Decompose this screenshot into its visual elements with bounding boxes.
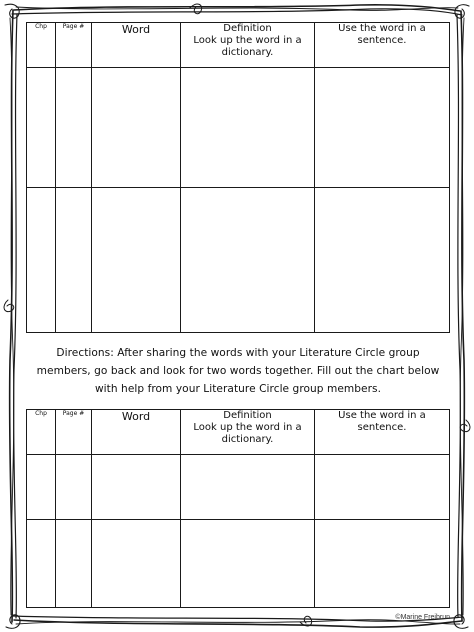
header-definition-line2: Look up the word in a xyxy=(193,35,302,46)
sentence-cell[interactable] xyxy=(315,188,450,333)
header-definition-line3: dictionary. xyxy=(221,434,274,445)
header-definition-line3: dictionary. xyxy=(221,47,274,58)
chp-cell[interactable] xyxy=(27,188,56,333)
page-cell[interactable] xyxy=(56,188,92,333)
entry-row xyxy=(27,520,450,608)
entry-row xyxy=(27,188,450,333)
directions-line3: with help from your Literature Circle group members. xyxy=(94,383,382,395)
header-use-in-sentence xyxy=(315,23,450,68)
sentence-cell[interactable] xyxy=(315,68,450,188)
chp-cell[interactable] xyxy=(27,520,56,608)
header-chp: Chp xyxy=(27,23,56,68)
word-cell[interactable] xyxy=(92,68,181,188)
header-definition xyxy=(181,23,315,68)
sentence-cell[interactable] xyxy=(315,455,450,520)
header-use-in-sentence xyxy=(315,410,450,455)
page-cell[interactable] xyxy=(56,455,92,520)
chp-cell[interactable] xyxy=(27,68,56,188)
header-page: Page # xyxy=(56,410,92,455)
vocabulary-table-top xyxy=(26,22,450,333)
header-page: Page # xyxy=(56,23,92,68)
header-row xyxy=(27,23,450,68)
word-cell[interactable] xyxy=(92,188,181,333)
header-definition-line1: Definition xyxy=(223,23,272,34)
sentence-cell[interactable] xyxy=(315,520,450,608)
directions-line1: Directions: After sharing the words with your Literature Circle group xyxy=(56,347,420,359)
header-definition-line1: Definition xyxy=(223,410,272,421)
copyright-credit: ©Marine Freibrun xyxy=(395,614,450,621)
chp-cell[interactable] xyxy=(27,455,56,520)
header-word: Word xyxy=(92,410,181,455)
page-cell[interactable] xyxy=(56,68,92,188)
header-row xyxy=(27,410,450,455)
header-use-line1: Use the word in a xyxy=(338,23,426,34)
definition-cell[interactable] xyxy=(181,188,315,333)
directions-line2: members, go back and look for two words together. Fill out the chart below xyxy=(36,365,440,377)
entry-row xyxy=(27,455,450,520)
definition-cell[interactable] xyxy=(181,68,315,188)
header-use-line2: sentence. xyxy=(357,422,407,433)
word-cell[interactable] xyxy=(92,455,181,520)
header-definition xyxy=(181,410,315,455)
header-use-line2: sentence. xyxy=(357,35,407,46)
page-cell[interactable] xyxy=(56,520,92,608)
word-cell[interactable] xyxy=(92,520,181,608)
entry-row xyxy=(27,68,450,188)
directions-text xyxy=(30,344,446,398)
header-use-line1: Use the word in a xyxy=(338,410,426,421)
header-definition-line2: Look up the word in a xyxy=(193,422,302,433)
definition-cell[interactable] xyxy=(181,455,315,520)
definition-cell[interactable] xyxy=(181,520,315,608)
header-chp: Chp xyxy=(27,410,56,455)
vocabulary-table-bottom xyxy=(26,409,450,608)
header-word: Word xyxy=(92,23,181,68)
